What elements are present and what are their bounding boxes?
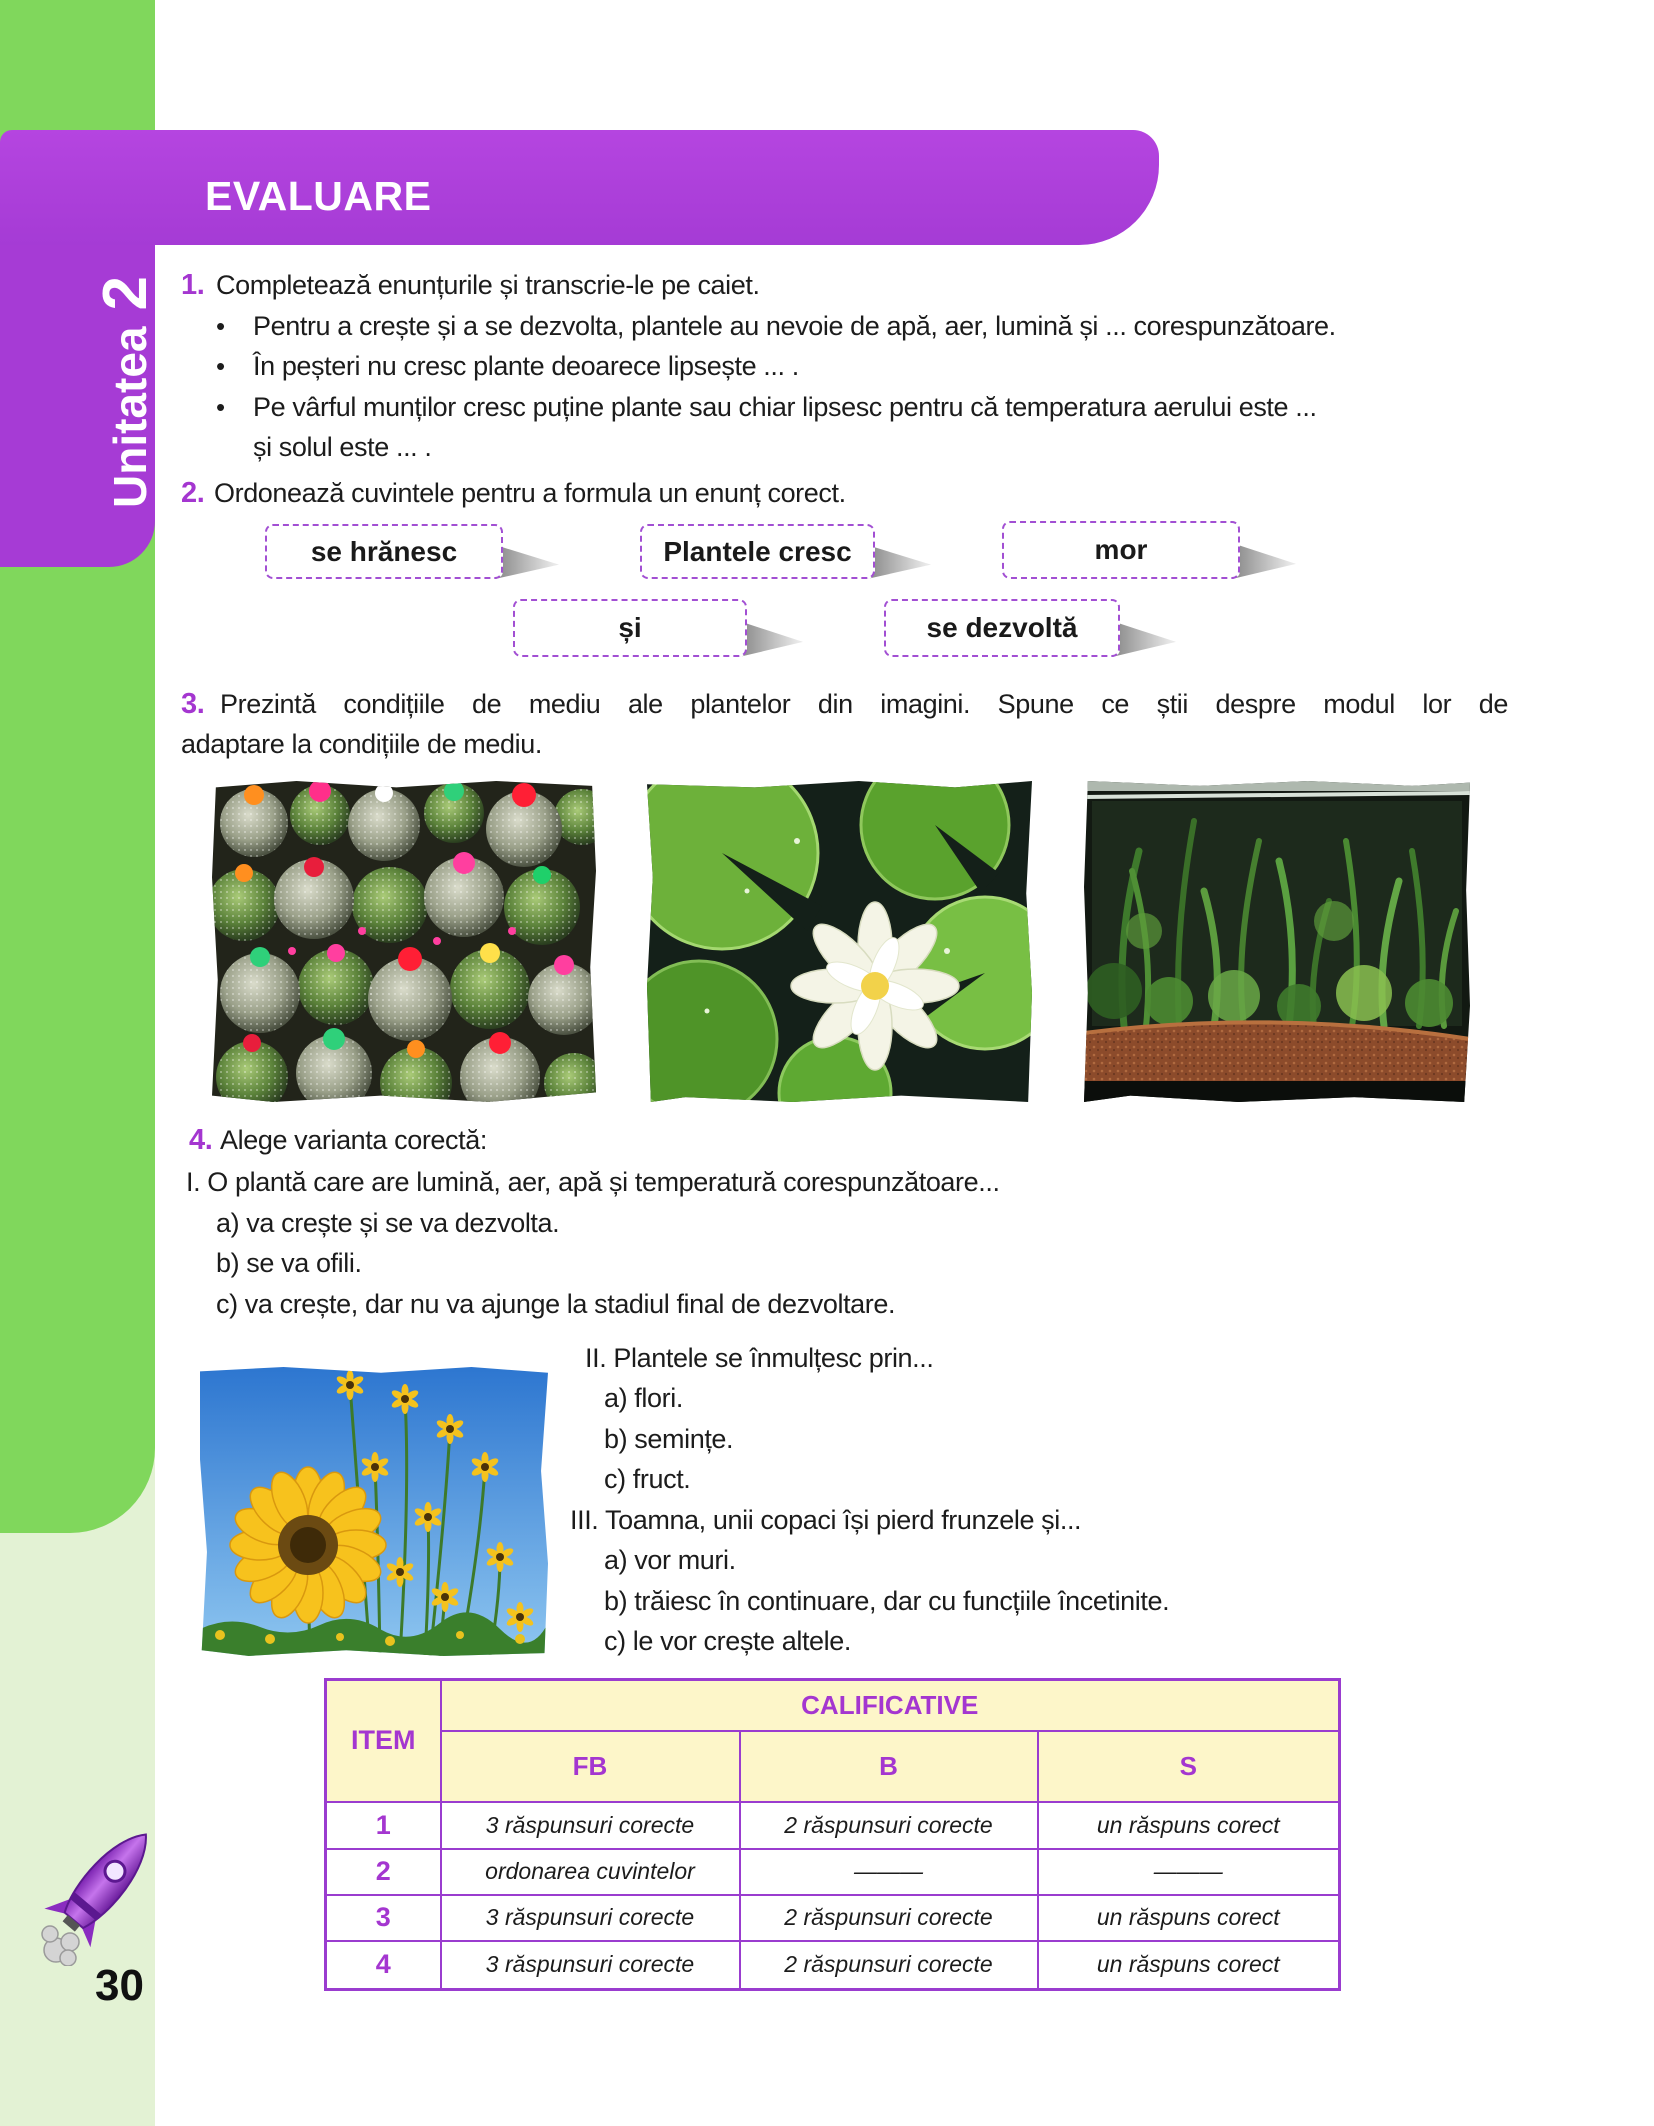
word-box-1 [265, 524, 503, 579]
row-item: 1 [326, 1802, 441, 1849]
water-lily-image [647, 781, 1032, 1102]
calificative-header: CALIFICATIVE [441, 1680, 1340, 1731]
question-2-option-a: a) flori. [604, 1383, 683, 1413]
bullet-icon: • [216, 311, 225, 341]
cell-b: 2 răspunsuri corecte [740, 1802, 1038, 1849]
exercise2-instruction-line [181, 474, 846, 512]
question-3-option-c: c) le vor crește altele. [604, 1626, 851, 1656]
rocket-icon [38, 1810, 160, 1966]
question-3-option-a: a) vor muri. [604, 1545, 736, 1575]
grading-table-wrapper [324, 1678, 1338, 1991]
cell-fb: 3 răspunsuri corecte [441, 1941, 740, 1990]
rocket-smoke [42, 1926, 79, 1966]
exercise3-number: 3. [181, 688, 205, 720]
exercise1-bullet-2 [216, 347, 799, 385]
exercise2-number: 2. [181, 477, 205, 509]
word-box-2 [640, 524, 875, 579]
word-box-shadow [1232, 543, 1296, 579]
bullet-text: Pentru a crește și a se dezvolta, plantele au nevoie de apă, aer, lumină și ... corespunzătoare. [253, 311, 1336, 341]
word-box-shadow [867, 545, 931, 579]
exercise1-bullet-3-continuation: și solul este ... . [253, 432, 432, 462]
exercise1-instruction-line [181, 266, 760, 304]
table-subheader-row [326, 1731, 1340, 1802]
exercise1-bullet-1 [216, 307, 1336, 345]
cactus-image [212, 781, 596, 1102]
cell-b: ——— [740, 1849, 1038, 1895]
cell-b: 2 răspunsuri corecte [740, 1941, 1038, 1990]
word-box-shadow [739, 621, 803, 657]
item-header: ITEM [326, 1680, 441, 1802]
cell-s: un răspuns corect [1038, 1802, 1340, 1849]
question-2-option-c: c) fruct. [604, 1464, 691, 1494]
word-box-text: se hrănesc [265, 524, 503, 579]
bullet-text: În peșteri nu cresc plante deoarece lipsește ... . [253, 351, 799, 381]
unit-tab-label: Unitatea [104, 326, 156, 508]
word-box-text: Plantele cresc [640, 524, 875, 579]
word-box-text: se dezvoltă [884, 599, 1120, 657]
question-1-stem: I. O plantă care are lumină, aer, apă și temperatură corespunzătoare... [186, 1167, 1000, 1197]
question-1-option-b: b) se va ofili. [216, 1248, 362, 1278]
column-header-s: S [1038, 1731, 1340, 1802]
cell-s: un răspuns corect [1038, 1895, 1340, 1941]
lily-flower [791, 902, 959, 1070]
aquarium-photo [1084, 781, 1470, 1102]
table-row [326, 1802, 1340, 1849]
table-row [326, 1941, 1340, 1990]
word-box-5 [884, 599, 1120, 657]
bullet-icon: • [216, 351, 225, 381]
word-box-4 [513, 599, 747, 657]
rocket-body [44, 1815, 160, 1947]
cell-fb: ordonarea cuvintelor [441, 1849, 740, 1895]
question-2-option-b: b) semințe. [604, 1424, 734, 1454]
cell-b: 2 răspunsuri corecte [740, 1895, 1038, 1941]
big-sunflower [230, 1467, 386, 1623]
aquarium-image [1084, 781, 1470, 1102]
water-lily-photo [647, 781, 1032, 1102]
page-number: 30 [95, 1961, 144, 2010]
question-3-stem: III. Toamna, unii copaci își pierd frunzele și... [570, 1505, 1082, 1535]
cell-fb: 3 răspunsuri corecte [441, 1895, 740, 1941]
page-title: EVALUARE [205, 173, 432, 219]
question-1-option-c: c) va crește, dar nu va ajunge la stadiul final de dezvoltare. [216, 1289, 896, 1319]
word-box-shadow [1112, 621, 1176, 657]
unit-tab-number: 2 [91, 276, 160, 311]
bullet-text: Pe vârful munților cresc puține plante sau chiar lipsesc pentru că temperatura aerului este ... [253, 392, 1317, 422]
table-header-row [326, 1680, 1340, 1731]
question-2-stem: II. Plantele se înmulțesc prin... [585, 1343, 934, 1373]
table-row [326, 1895, 1340, 1941]
row-item: 4 [326, 1941, 441, 1990]
cell-s: un răspuns corect [1038, 1941, 1340, 1990]
exercise2-instruction: Ordonează cuvintele pentru a formula un enunț corect. [214, 478, 846, 508]
exercise1-bullet-3 [216, 388, 1317, 426]
unit-tab-text [91, 258, 160, 526]
exercise3-instruction-line-1 [181, 685, 1508, 723]
row-item: 3 [326, 1895, 441, 1941]
exercise3-instruction-1: Prezintă condițiile de mediu ale plantelor din imagini. Spune ce știi despre modul lor de [220, 689, 1508, 719]
exercise1-instruction: Completează enunțurile și transcrie-le pe caiet. [216, 270, 760, 300]
cactus-photo [212, 781, 596, 1102]
cell-s: ——— [1038, 1849, 1340, 1895]
row-item: 2 [326, 1849, 441, 1895]
question-1-option-a: a) va crește și se va dezvolta. [216, 1208, 560, 1238]
table-row [326, 1849, 1340, 1895]
header-band [0, 130, 1159, 245]
sunflower-photo [200, 1367, 548, 1656]
cell-fb: 3 răspunsuri corecte [441, 1802, 740, 1849]
exercise4-instruction-line [189, 1121, 487, 1159]
word-box-text: și [513, 599, 747, 657]
column-header-fb: FB [441, 1731, 740, 1802]
word-box-text: mor [1002, 521, 1240, 579]
exercise1-number: 1. [181, 269, 205, 301]
sunflower-image [200, 1367, 548, 1656]
aquarium-frame [1084, 781, 1470, 791]
column-header-b: B [740, 1731, 1038, 1802]
bullet-icon: • [216, 392, 225, 422]
grading-table [324, 1678, 1341, 1991]
word-box-3 [1002, 521, 1240, 579]
exercise4-instruction: Alege varianta corectă: [220, 1125, 487, 1155]
exercise3-instruction-line-2: adaptare la condițiile de mediu. [181, 729, 542, 759]
question-3-option-b: b) trăiesc în continuare, dar cu funcțiile încetinite. [604, 1586, 1170, 1616]
word-box-shadow [495, 545, 559, 579]
exercise4-number: 4. [189, 1124, 213, 1156]
